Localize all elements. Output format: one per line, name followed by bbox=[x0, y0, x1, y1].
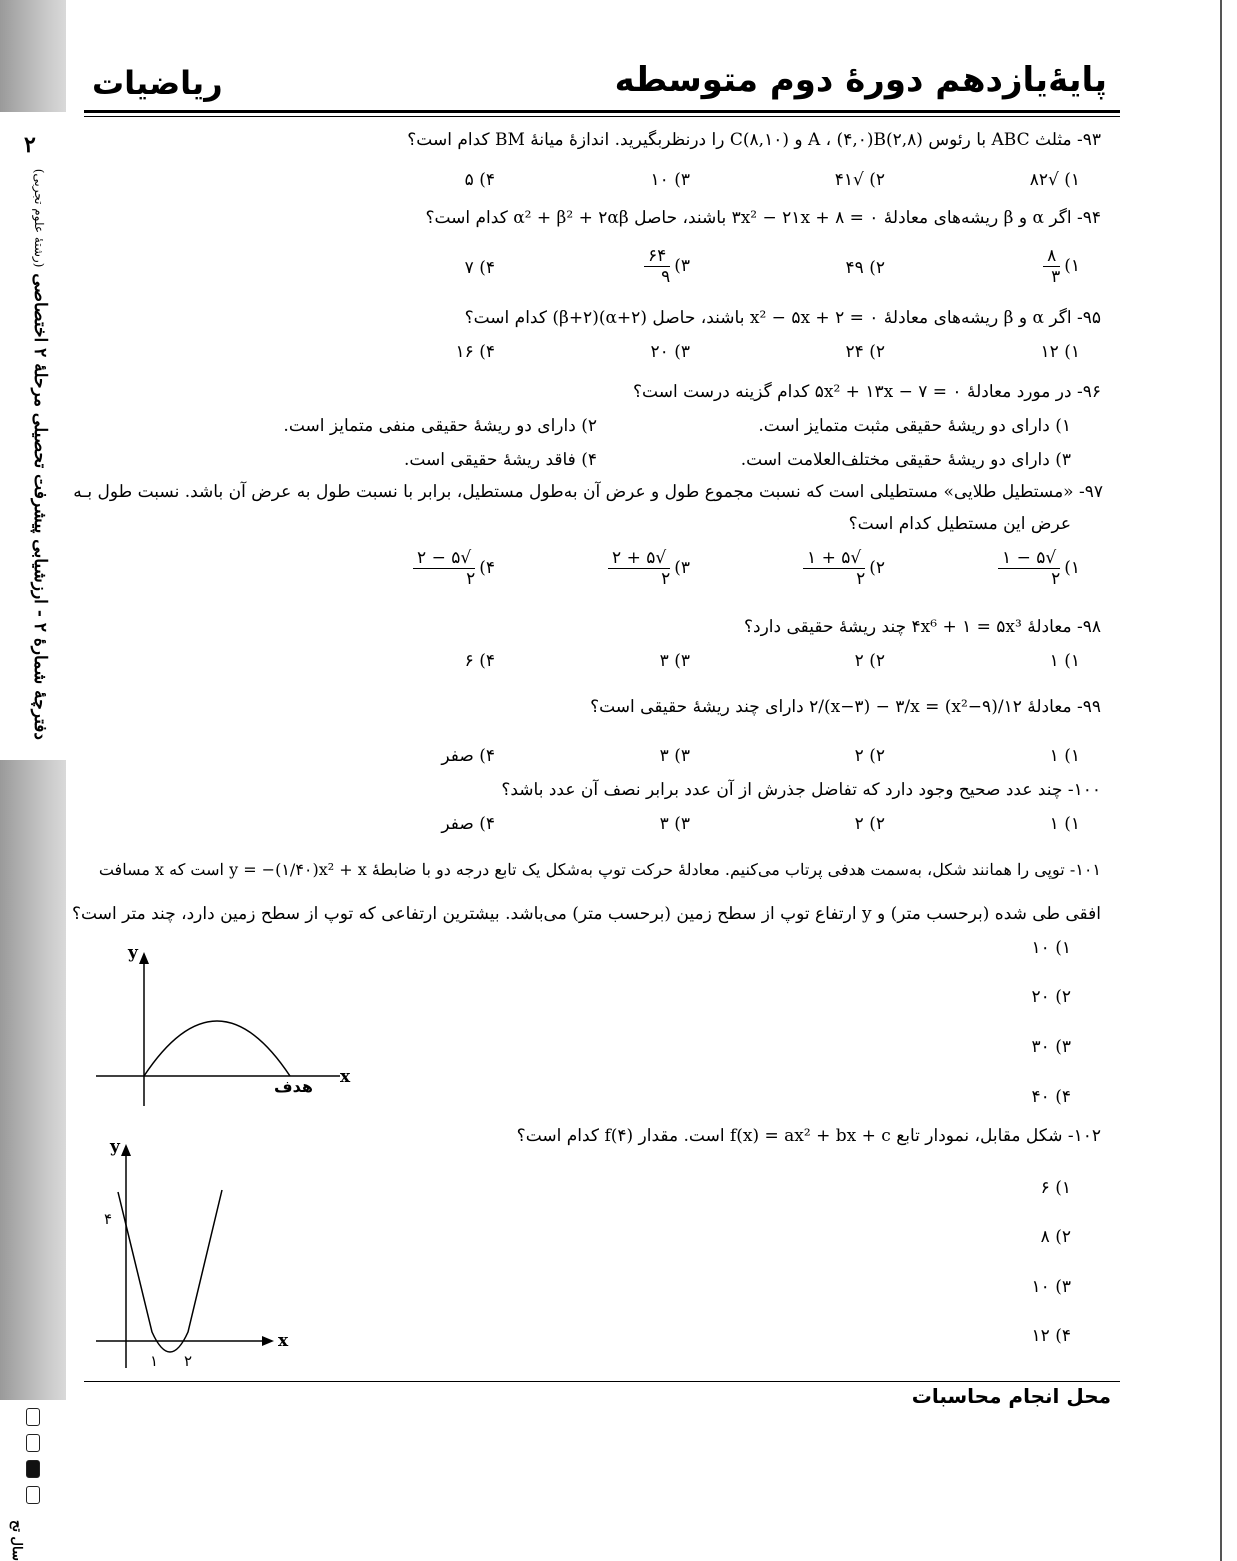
options-94 bbox=[300, 246, 1080, 287]
y-intercept-label: ۴ bbox=[104, 1210, 113, 1228]
question-96: ۹۶- در مورد معادلۀ ۵x² + ۱۳x − ۷ = ۰ کدام گزینه درست است؟ bbox=[633, 382, 1101, 402]
option-2[interactable]: ۲) ۲۴ bbox=[845, 342, 885, 362]
option-1[interactable]: ۱) √۸۲ bbox=[1029, 170, 1080, 190]
option-1[interactable]: ۱) ۱۲ bbox=[1040, 342, 1080, 362]
x-label: x bbox=[278, 1331, 289, 1351]
option-2[interactable]: ۲) $\frac{√۵ + ۱}{۲}$ bbox=[690, 548, 885, 589]
option-3[interactable]: ۳) ۳ bbox=[659, 746, 690, 766]
parabola-curve bbox=[118, 1190, 222, 1352]
y-arrow bbox=[139, 952, 149, 964]
option-1[interactable]: ۱) $\frac{۸}{۳}$ bbox=[885, 246, 1080, 287]
option-2[interactable]: ۲) ۲ bbox=[854, 746, 885, 766]
fraction: $\frac{۶۴}{۹}$ bbox=[644, 246, 670, 287]
question-102: ۱۰۲- شکل مقابل، نمودار تابع f(x) = ax² + bx + c است. مقدار f(۴) کدام است؟ bbox=[516, 1126, 1101, 1146]
year-label: سال تح bbox=[9, 1520, 24, 1561]
option-3[interactable]: ۳) دارای دو ریشۀ حقیقی مختلف‌العلامت است. bbox=[740, 450, 1071, 470]
option-3[interactable]: ۳) ۳ bbox=[659, 651, 690, 671]
question-93: ۹۳- مثلث ABC با رئوس (۲,۸)A ، (۴,۰)B و (۸,۱۰)C را درنظربگیرید. اندازۀ میانۀ BM کدام است؟ bbox=[407, 130, 1101, 150]
footer-rule bbox=[84, 1381, 1120, 1382]
booklet-title: دفترچۀ شمارۀ ۲ - ارزشیابی پیشرفت تحصیلی مرحلۀ ۲ اختصاصی bbox=[30, 273, 50, 740]
option-3[interactable]: ۳) ۲۰ bbox=[650, 342, 690, 362]
y-label: y bbox=[128, 943, 138, 963]
question-98: ۹۸- معادلۀ ۴x⁶ + ۱ = ۵x³ چند ریشۀ حقیقی دارد؟ bbox=[744, 617, 1101, 637]
root1-label: ۱ bbox=[150, 1352, 159, 1370]
option-1[interactable]: ۱) $\frac{√۵ - ۱}{۲}$ bbox=[885, 548, 1080, 589]
option-4[interactable]: ۴) ۴۰ bbox=[1031, 1087, 1071, 1107]
target-label: هدف bbox=[274, 1077, 313, 1096]
option-3[interactable]: ۳) ۱۰ bbox=[650, 170, 690, 190]
booklet-label bbox=[2, 168, 50, 740]
option-2[interactable]: ۲) دارای دو ریشۀ حقیقی منفی متمایز است. bbox=[283, 416, 597, 436]
option-2[interactable]: ۲) ۸ bbox=[1040, 1227, 1071, 1247]
option-3[interactable]: ۳) ۳۰ bbox=[1031, 1037, 1071, 1057]
question-97-line1: ۹۷- «مستطیل طلایی» مستطیلی است که نسبت مجموع طول و عرض آن به‌طول مستطیل، برابر با نسبت طول به عرض آن باشد. نسبت طول بـه bbox=[73, 482, 1103, 502]
box-empty bbox=[26, 1408, 40, 1426]
option-4[interactable]: ۴) فاقد ریشۀ حقیقی است. bbox=[403, 450, 597, 470]
projectile-figure bbox=[90, 940, 370, 1110]
y-arrow bbox=[121, 1144, 131, 1156]
options-98 bbox=[300, 651, 1080, 671]
box-empty bbox=[26, 1486, 40, 1504]
right-border-line bbox=[1220, 0, 1222, 1561]
option-4[interactable]: ۴) ۷ bbox=[464, 258, 495, 278]
option-4[interactable]: ۴) صفر bbox=[441, 746, 495, 766]
scratch-area-label: محل انجام محاسبات bbox=[911, 1384, 1111, 1408]
options-95 bbox=[300, 342, 1080, 362]
parabola-figure bbox=[90, 1132, 300, 1372]
trajectory-curve bbox=[144, 1021, 290, 1076]
page-header-title: پایۀیازدهم دورۀ دوم متوسطه bbox=[614, 60, 1107, 100]
box-filled bbox=[26, 1460, 40, 1478]
question-94: ۹۴- اگر α و β ریشه‌های معادلۀ ۳x² − ۲۱x + ۸ = ۰ باشند، حاصل α² + β² + ۲αβ کدام است؟ bbox=[425, 208, 1101, 228]
x-label: x bbox=[340, 1067, 351, 1087]
x-arrow bbox=[262, 1336, 274, 1346]
question-97-line2: عرض این مستطیل کدام است؟ bbox=[848, 514, 1071, 534]
option-4[interactable]: ۴) ۱۶ bbox=[455, 342, 495, 362]
option-2[interactable]: ۲) ۲ bbox=[854, 814, 885, 834]
option-3[interactable]: ۳) ۱۰ bbox=[1031, 1277, 1071, 1297]
options-100 bbox=[300, 814, 1080, 834]
option-1[interactable]: ۱) ۱۰ bbox=[1031, 938, 1071, 958]
option-3[interactable]: ۳) ۳ bbox=[659, 814, 690, 834]
option-4[interactable]: ۴) ۵ bbox=[464, 170, 495, 190]
header-rule-thin bbox=[84, 116, 1120, 117]
option-4[interactable]: ۴) ۶ bbox=[464, 651, 495, 671]
fraction: $\frac{۸}{۳}$ bbox=[1043, 246, 1060, 287]
question-99: ۹۹- معادلۀ ۱۲/(۹−x²) = ۲/(x−۳) − ۳/x دارای چند ریشۀ حقیقی است؟ bbox=[590, 697, 1101, 717]
subject-title: ریاضیات bbox=[92, 64, 223, 102]
question-95: ۹۵- اگر α و β ریشه‌های معادلۀ x² − ۵x + ۲ = ۰ باشند، حاصل (α+۲)(β+۲) کدام است؟ bbox=[464, 308, 1101, 328]
booklet-field: (رشتۀ علوم تجربی) bbox=[32, 168, 46, 268]
option-4[interactable]: ۴) ۱۲ bbox=[1031, 1326, 1071, 1346]
option-2[interactable]: ۲) ۲۰ bbox=[1031, 987, 1071, 1007]
option-3[interactable]: ۳) $\frac{√۵ + ۲}{۲}$ bbox=[495, 548, 690, 589]
options-93 bbox=[300, 170, 1080, 190]
root2-label: ۲ bbox=[184, 1352, 193, 1370]
question-100: ۱۰۰- چند عدد صحیح وجود دارد که تفاضل جذرش از آن عدد برابر نصف آن عدد باشد؟ bbox=[501, 780, 1101, 800]
options-99 bbox=[300, 746, 1080, 766]
progress-boxes bbox=[26, 1408, 40, 1512]
option-2[interactable]: ۲) ۴۹ bbox=[845, 258, 885, 278]
option-4[interactable]: ۴) $\frac{√۵ - ۲}{۲}$ bbox=[300, 548, 495, 589]
option-1[interactable]: ۱) ۶ bbox=[1040, 1178, 1071, 1198]
options-97 bbox=[300, 548, 1080, 589]
option-2[interactable]: ۲) ۲ bbox=[854, 651, 885, 671]
box-empty bbox=[26, 1434, 40, 1452]
question-101-line2: افقی طی شده (برحسب متر) و y ارتفاع توپ از سطح زمین (برحسب متر) می‌باشد. بیشترین ارتفاعی که توپ از سطح زمین دارد، چند متر است؟ bbox=[72, 904, 1101, 924]
option-4[interactable]: ۴) صفر bbox=[441, 814, 495, 834]
y-label: y bbox=[110, 1137, 120, 1157]
header-rule bbox=[84, 110, 1120, 113]
option-2[interactable]: ۲) √۴۱ bbox=[834, 170, 885, 190]
page-number: ۲ bbox=[24, 132, 36, 158]
option-1[interactable]: ۱) ۱ bbox=[1049, 746, 1080, 766]
option-1[interactable]: ۱) ۱ bbox=[1049, 814, 1080, 834]
option-1[interactable]: ۱) دارای دو ریشۀ حقیقی مثبت متمایز است. bbox=[758, 416, 1071, 436]
question-101-line1: ۱۰۱- توپی را همانند شکل، به‌سمت هدفی پرتاب می‌کنیم. معادلۀ حرکت توپ به‌شکل یک تابع درجه دو با ضابطۀ y = −(۱/۴۰)x² + x است که x مسافت bbox=[98, 860, 1101, 879]
option-3[interactable]: ۳) $\frac{۶۴}{۹}$ bbox=[495, 246, 690, 287]
option-1[interactable]: ۱) ۱ bbox=[1049, 651, 1080, 671]
